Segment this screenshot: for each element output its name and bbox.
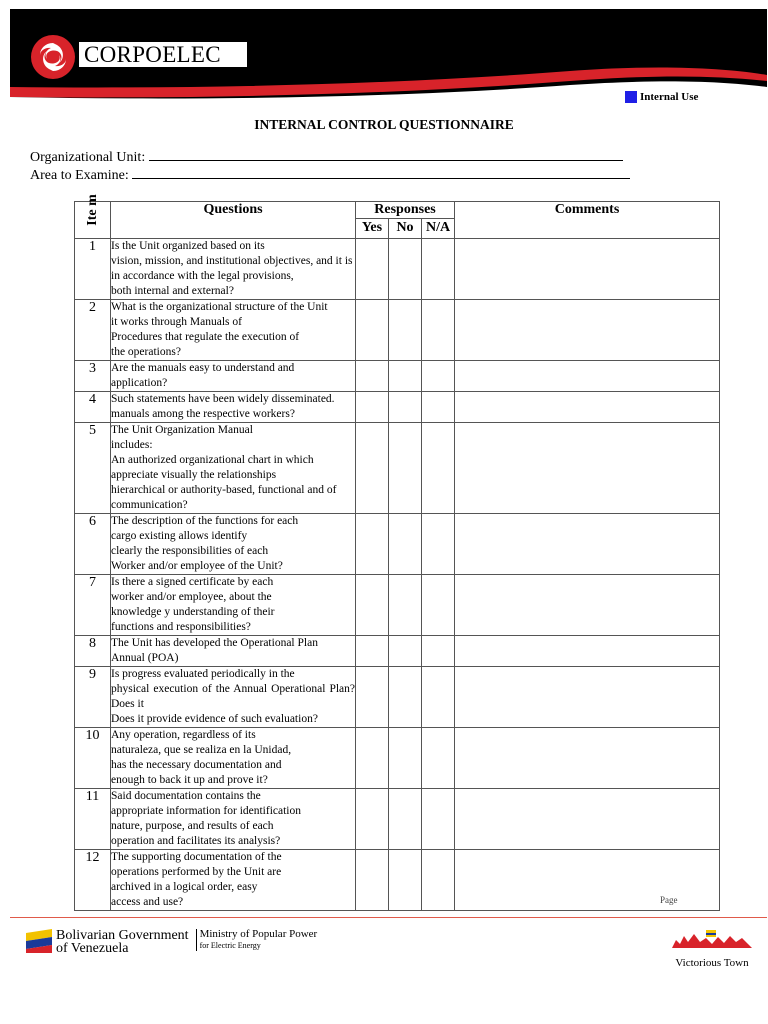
response-no-cell[interactable] [389,514,422,575]
item-number: 2 [75,300,111,361]
response-yes-cell[interactable] [356,850,389,911]
response-yes-cell[interactable] [356,789,389,850]
classification-label [613,86,721,108]
question-line: The description of the functions for each [111,515,299,527]
question-line: functions and responsibilities? [111,621,251,633]
response-na-cell[interactable] [422,728,455,789]
question-line: Is there a signed certificate by each [111,576,274,588]
item-number: 3 [75,361,111,392]
question-row [75,239,720,300]
questionnaire-table [74,194,720,911]
government-name-line-1: Bolivarian Government [56,928,189,943]
question-line: Any operation, regardless of its [111,729,256,741]
question-line: physical execution of the Annual Operational Plan? Does it [111,683,355,710]
question-line: the operations? [111,346,181,358]
response-yes-cell[interactable] [356,636,389,667]
response-no-cell[interactable] [389,300,422,361]
question-line: Does it provide evidence of such evaluation? [111,713,318,725]
question-line: naturaleza, que se realiza en la Unidad, [111,744,292,756]
victorious-town-branding [668,928,756,969]
question-row [75,728,720,789]
question-line: Is progress evaluated periodically in the [111,668,295,680]
question-line: Is the Unit organized based on its [111,240,265,252]
question-text [111,514,356,575]
response-no-cell[interactable] [389,423,422,514]
venezuela-flag-icon [26,929,52,953]
question-line: The supporting documentation of the [111,851,282,863]
response-no-cell[interactable] [389,361,422,392]
comments-cell[interactable] [455,300,720,361]
question-line: vision, mission, and institutional objectives, and it is [111,255,353,267]
question-text [111,667,356,728]
question-text [111,850,356,911]
question-line: worker and/or employee, about the [111,591,272,603]
question-line: operation and facilitates its analysis? [111,835,281,847]
government-name [56,929,189,955]
area-to-examine-field[interactable] [30,166,630,184]
item-number: 1 [75,239,111,300]
response-yes-cell[interactable] [356,667,389,728]
question-line: communication? [111,499,188,511]
response-no-cell[interactable] [389,575,422,636]
comments-cell[interactable] [455,850,720,911]
question-line: clearly the responsibilities of each [111,545,269,557]
responses-column-header: Responses [356,202,455,219]
area-to-examine-blank[interactable] [132,166,630,179]
response-no-cell[interactable] [389,636,422,667]
response-na-cell[interactable] [422,300,455,361]
question-line: has the necessary documentation and [111,759,282,771]
comments-cell[interactable] [455,423,720,514]
response-na-cell[interactable] [422,423,455,514]
question-text [111,575,356,636]
footer-divider [10,917,767,918]
question-line: appropriate information for identification [111,805,302,817]
item-number: 9 [75,667,111,728]
question-row [75,850,720,911]
comments-cell[interactable] [455,239,720,300]
response-na-header: N/A [422,219,455,239]
response-na-cell[interactable] [422,514,455,575]
victorious-town-caption: Victorious Town [675,957,749,969]
response-yes-cell[interactable] [356,361,389,392]
question-line: access and use? [111,896,184,908]
item-number: 4 [75,392,111,423]
comments-cell[interactable] [455,392,720,423]
organizational-unit-blank[interactable] [149,148,623,161]
question-row [75,667,720,728]
question-row [75,392,720,423]
ministry-name-line-2: for Electric Energy [199,941,261,950]
question-row [75,361,720,392]
question-line: includes: [111,439,153,451]
response-na-cell[interactable] [422,667,455,728]
question-line: it works through Manuals of [111,316,242,328]
question-line: both internal and external? [111,285,234,297]
item-number: 11 [75,789,111,850]
comments-cell[interactable] [455,728,720,789]
item-number: 6 [75,514,111,575]
question-line: knowledge y understanding of their [111,606,275,618]
response-yes-cell[interactable] [356,239,389,300]
question-line: Annual (POA) [111,652,179,664]
response-yes-cell[interactable] [356,575,389,636]
comments-cell[interactable] [455,667,720,728]
question-line: nature, purpose, and results of each [111,820,274,832]
comments-cell[interactable] [455,789,720,850]
organizational-unit-label: Organizational Unit: [30,150,146,165]
document-title: INTERNAL CONTROL QUESTIONNAIRE [254,117,514,132]
response-yes-cell[interactable] [356,514,389,575]
question-text [111,423,356,514]
ministry-name [196,929,318,951]
item-column-header: Ite m [75,202,111,239]
item-number: 12 [75,850,111,911]
item-number: 5 [75,423,111,514]
item-number: 7 [75,575,111,636]
response-na-cell[interactable] [422,575,455,636]
government-name-line-2: of Venezuela [56,941,129,956]
response-yes-cell[interactable] [356,728,389,789]
response-na-cell[interactable] [422,361,455,392]
question-line: application? [111,377,168,389]
question-text [111,636,356,667]
question-line: cargo existing allows identify [111,530,248,542]
question-line: enough to back it up and prove it? [111,774,268,786]
question-line: Such statements have been widely disseminated. [111,393,335,405]
question-line: An authorized organizational chart in which [111,454,314,466]
question-text [111,300,356,361]
response-no-cell[interactable] [389,392,422,423]
question-line: Are the manuals easy to understand and [111,362,295,374]
response-na-cell[interactable] [422,850,455,911]
question-text [111,728,356,789]
area-to-examine-label: Area to Examine: [30,168,129,183]
response-na-cell[interactable] [422,239,455,300]
question-line: The Unit Organization Manual [111,424,253,436]
corpoelec-logo-icon [31,35,75,79]
response-no-header: No [389,219,422,239]
question-text [111,392,356,423]
question-row [75,636,720,667]
question-line: archived in a logical order, easy [111,881,258,893]
brand-name: CORPOELEC [79,42,247,67]
question-line: operations performed by the Unit are [111,866,282,878]
question-line: hierarchical or authority-based, functional and of [111,484,337,496]
question-text [111,361,356,392]
response-na-cell[interactable] [422,789,455,850]
response-no-cell[interactable] [389,728,422,789]
response-na-cell[interactable] [422,392,455,423]
question-line: Worker and/or employee of the Unit? [111,560,283,572]
question-line: Said documentation contains the [111,790,261,802]
classification-square-icon [625,91,637,103]
response-yes-cell[interactable] [356,392,389,423]
government-branding [26,929,317,955]
organizational-unit-field[interactable] [30,148,623,166]
question-line: What is the organizational structure of the Unit [111,301,328,313]
question-line: The Unit has developed the Operational Plan [111,637,318,649]
comments-cell[interactable] [455,514,720,575]
question-row [75,423,720,514]
question-row [75,514,720,575]
response-no-cell[interactable] [389,789,422,850]
response-no-cell[interactable] [389,850,422,911]
question-text [111,789,356,850]
question-row [75,789,720,850]
question-line: appreciate visually the relationships [111,469,277,481]
comments-cell[interactable] [455,361,720,392]
response-no-cell[interactable] [389,239,422,300]
comments-cell[interactable] [455,636,720,667]
questions-column-header: Questions [111,202,356,239]
classification-text: Internal Use [640,91,699,103]
page-number: Page [660,895,678,905]
question-row [75,300,720,361]
response-yes-cell[interactable] [356,300,389,361]
response-na-cell[interactable] [422,636,455,667]
question-text [111,239,356,300]
question-line: in accordance with the legal provisions, [111,270,294,282]
response-yes-header: Yes [356,219,389,239]
question-row [75,575,720,636]
victorious-town-logo-icon [670,928,754,950]
item-number: 10 [75,728,111,789]
comments-cell[interactable] [455,575,720,636]
comments-column-header: Comments [455,202,720,239]
response-yes-cell[interactable] [356,423,389,514]
item-number: 8 [75,636,111,667]
question-line: manuals among the respective workers? [111,408,295,420]
question-line: Procedures that regulate the execution of [111,331,300,343]
ministry-name-line-1: Ministry of Popular Power [199,928,318,940]
response-no-cell[interactable] [389,667,422,728]
